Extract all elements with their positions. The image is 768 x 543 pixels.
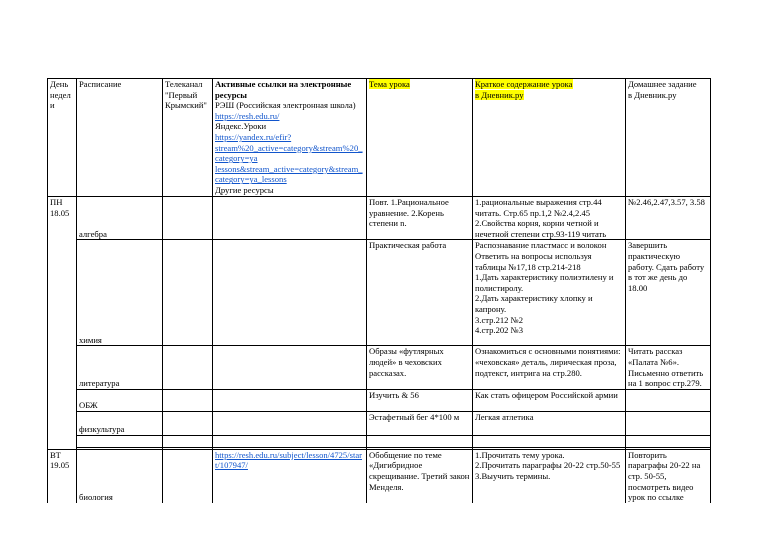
- header-homework: Домашнее задание в Дневник.ру: [626, 79, 711, 197]
- topic-cell: [367, 435, 473, 447]
- yandex-lessons-link[interactable]: https://yandex.ru/efir?stream%20_active=category&stream%20_category=ya lessons&stream_active=category&stream_category=ya_lessons: [215, 131, 363, 185]
- topic-cell: Изучить & 56: [367, 389, 473, 411]
- header-topic: Тема урока: [367, 79, 473, 197]
- homework-cell: Читать рассказ «Палата №6». Письменно ответить на 1 вопрос стр.279.: [626, 346, 711, 389]
- subject-cell: ОБЖ: [77, 389, 163, 411]
- day-cell-tuesday: ВТ 19.05: [48, 449, 77, 502]
- table-row: [48, 435, 711, 447]
- table-row: [48, 411, 711, 435]
- header-links: [213, 79, 367, 197]
- homework-cell: №2.46,2.47,3.57, 3.58: [626, 197, 711, 240]
- subject-cell: физкультура: [77, 411, 163, 435]
- tv-cell: [163, 449, 213, 502]
- homework-cell: Повторить параграфы 20-22 на стр. 50-55, посмотреть видео урок по ссылке: [626, 449, 711, 502]
- table-row: [48, 240, 711, 346]
- links-other-label: Другие ресурсы: [215, 184, 274, 195]
- subject-cell: алгебра: [77, 197, 163, 240]
- summary-cell: Ознакомиться с основными понятиями: «чеховская» деталь, лирическая проза, подтекст, интрига на стр.280.: [473, 346, 626, 389]
- links-title: Активные ссылки на электронные ресурсы: [215, 79, 352, 100]
- subject-cell: [77, 435, 163, 447]
- links-yandex-label: Яндекс.Уроки: [215, 121, 267, 132]
- tv-cell: [163, 435, 213, 447]
- topic-cell: Повт. 1.Рациональное уравнение. 2.Корень степени n.: [367, 197, 473, 240]
- subject-cell: литература: [77, 346, 163, 389]
- tv-cell: [163, 197, 213, 240]
- resh-lesson-link[interactable]: https://resh.edu.ru/subject/lesson/4725/start/107947/: [215, 449, 363, 471]
- homework-cell: [626, 411, 711, 435]
- header-day: День недели: [48, 79, 77, 197]
- link-cell: [213, 389, 367, 411]
- subject-cell: биология: [77, 449, 163, 502]
- topic-cell: Обобщение по теме «Дигибридное скрещивание. Третий закон Менделя.: [367, 449, 473, 502]
- summary-cell: [473, 435, 626, 447]
- summary-cell: Легкая атлетика: [473, 411, 626, 435]
- table-row: [48, 197, 711, 240]
- table-row: [48, 449, 711, 502]
- table-row: [48, 346, 711, 389]
- summary-cell: Распознавание пластмасс и волокон Ответить на вопросы используя таблицы №17,18 стр.214-218 1.Дать характеристику полиэтилену и полистиролу. 2.Дать характеристику хлопку и капрону. 3.стр.212 №2 4.стр.202 №3: [473, 240, 626, 346]
- day-cell-monday: ПН 18.05: [48, 197, 77, 450]
- homework-cell: Завершить практическую работу. Сдать работу в тот же день до 18.00: [626, 240, 711, 346]
- topic-cell: Практическая работа: [367, 240, 473, 346]
- schedule-table: [47, 78, 711, 503]
- header-summary: Краткое содержание урока в Дневник.ру: [473, 79, 626, 197]
- link-cell: [213, 435, 367, 447]
- link-cell: [213, 449, 367, 502]
- homework-cell: [626, 435, 711, 447]
- summary-cell: 1.Прочитать тему урока. 2.Прочитать параграфы 20-22 стр.50-55 3.Выучить термины.: [473, 449, 626, 502]
- summary-cell: Как стать офицером Российской армии: [473, 389, 626, 411]
- tv-cell: [163, 346, 213, 389]
- tv-cell: [163, 389, 213, 411]
- tv-cell: [163, 411, 213, 435]
- link-cell: [213, 411, 367, 435]
- resh-link[interactable]: https://resh.edu.ru/: [215, 110, 280, 121]
- table-row: [48, 389, 711, 411]
- topic-cell: Эстафетный бег 4*100 м: [367, 411, 473, 435]
- tv-cell: [163, 240, 213, 346]
- header-row: [48, 79, 711, 197]
- topic-cell: Образы «футлярных людей» в чеховских рассказах.: [367, 346, 473, 389]
- homework-cell: [626, 389, 711, 411]
- header-tv-channel: Телеканал "Первый Крымский": [163, 79, 213, 197]
- summary-cell: 1.рациональные выражения стр.44 читать. Стр.65 пр.1,2 №2.4,2.45 2.Свойства корня, корни четной и нечетной степени стр.93-119 читать: [473, 197, 626, 240]
- link-cell: [213, 197, 367, 240]
- link-cell: [213, 240, 367, 346]
- subject-cell: химия: [77, 240, 163, 346]
- link-cell: [213, 346, 367, 389]
- links-resh-label: РЭШ (Российская электронная школа): [215, 100, 356, 111]
- header-schedule: Расписание: [77, 79, 163, 197]
